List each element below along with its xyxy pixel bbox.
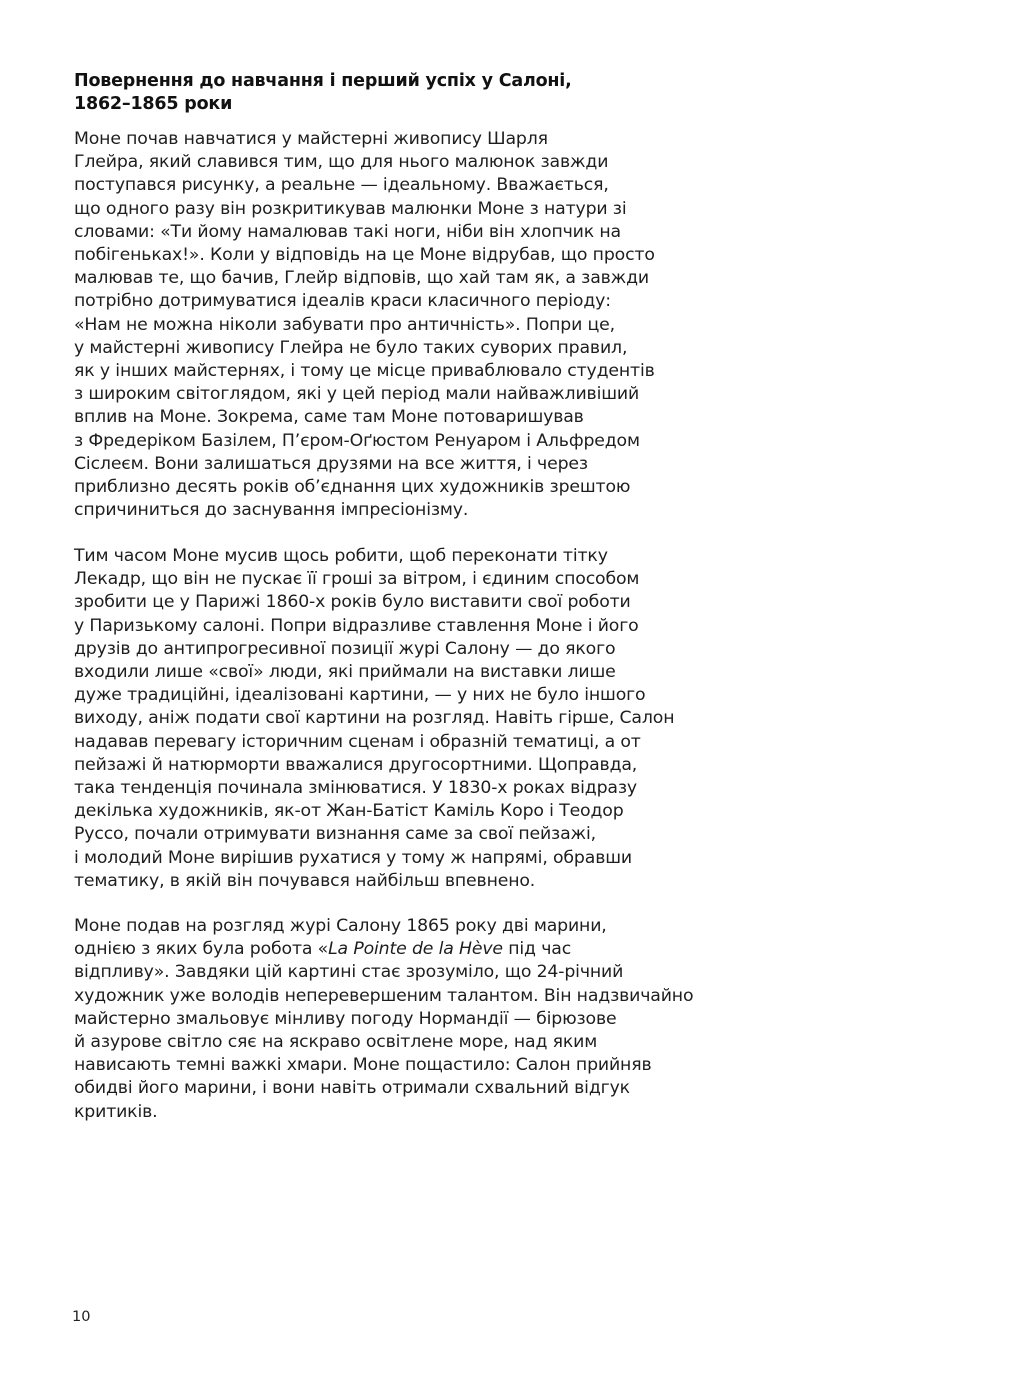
text-line: у майстерні живопису Глейра не було таких суворих правил, bbox=[74, 337, 628, 358]
text-line: Тим часом Моне мусив щось робити, щоб переконати тітку bbox=[74, 546, 608, 566]
paragraph-3 bbox=[74, 915, 734, 1124]
text-line: у Паризькому салоні. Попри відразливе ставлення Моне і його bbox=[74, 615, 639, 636]
text-line: що одного разу він розкритикував малюнки Моне з натури зі bbox=[74, 198, 627, 219]
text-line: потрібно дотримуватися ідеалів краси класичного періоду: bbox=[74, 291, 611, 312]
text-line: надавав перевагу історичним сценам і образній тематиці, а от bbox=[74, 731, 641, 752]
text-line: критиків. bbox=[74, 1101, 158, 1122]
text-line: і молодий Моне вирішив рухатися у тому ж напрямі, обравши bbox=[74, 847, 632, 868]
text-line: обидві його марини, і вони навіть отримали схвальний відгук bbox=[74, 1078, 630, 1099]
text-line: майстерно змальовує мінливу погоду Нормандії — бірюзове bbox=[74, 1008, 617, 1029]
text-line: друзів до антипрогресивної позиції журі Салону — до якого bbox=[74, 638, 616, 659]
page-number: 10 bbox=[72, 1309, 91, 1325]
text-line: входили лише «свої» люди, які приймали на виставки лише bbox=[74, 662, 616, 683]
paragraph-2 bbox=[74, 545, 734, 893]
heading-line: Повернення до навчання і перший успіх у Салоні, bbox=[74, 71, 572, 91]
text-line: з широким світоглядом, які у цей період мали найважливіший bbox=[74, 384, 640, 405]
text-line: нависають темні важкі хмари. Моне пощастило: Салон прийняв bbox=[74, 1055, 652, 1076]
text-line: поступався рисунку, а реальне — ідеальному. Вважається, bbox=[74, 175, 609, 196]
text-line: вплив на Моне. Зокрема, саме там Моне потоваришував bbox=[74, 407, 584, 428]
text-line: побігеньках!». Коли у відповідь на це Моне відрубав, що просто bbox=[74, 245, 655, 266]
text-line: з Фредеріком Базілем, П’єром-Оґюстом Ренуаром і Альфредом bbox=[74, 430, 640, 451]
text-line: зробити це у Парижі 1860-х років було виставити свої роботи bbox=[74, 592, 631, 613]
text-line: «Нам не можна ніколи забувати про античність». Попри це, bbox=[74, 314, 615, 335]
text-line: приблизно десять років об’єднання цих художників зрештою bbox=[74, 477, 631, 498]
text-line: Руссо, почали отримувати визнання саме за свої пейзажі, bbox=[74, 824, 596, 845]
text-line: пейзажі й натюрморти вважалися другосортними. Щоправда, bbox=[74, 754, 638, 775]
text-line: виходу, аніж подати свої картини на розгляд. Навіть гірше, Салон bbox=[74, 708, 675, 729]
text-line: тематику, в якій він почувався найбільш впевнено. bbox=[74, 870, 536, 891]
text-line: й азурове світло сяє на яскраво освітлене море, над яким bbox=[74, 1032, 598, 1053]
section-heading bbox=[74, 70, 714, 116]
text-line: декілька художників, як-от Жан-Батіст Каміль Коро і Теодор bbox=[74, 801, 624, 822]
paragraph-1 bbox=[74, 128, 734, 522]
text-line: як у інших майстернях, і тому це місце приваблювало студентів bbox=[74, 361, 655, 382]
text-fragment: однією з яких була робота « bbox=[74, 939, 329, 960]
text-line: Моне подав на розгляд журі Салону 1865 року дві марини, bbox=[74, 916, 607, 936]
text-line: Моне почав навчатися у майстерні живопису Шарля bbox=[74, 129, 548, 149]
text-line: дуже традиційні, ідеалізовані картини, — у них не було іншого bbox=[74, 685, 646, 706]
heading-line: 1862–1865 роки bbox=[74, 94, 233, 114]
text-line bbox=[74, 938, 734, 961]
text-line: художник уже володів неперевершеним талантом. Він надзвичайно bbox=[74, 985, 694, 1006]
text-line: Лекадр, що він не пускає її гроші за вітром, і єдиним способом bbox=[74, 569, 640, 590]
text-line: малював те, що бачив, Глейр відповів, що хай там як, а завжди bbox=[74, 268, 649, 289]
text-fragment: під час bbox=[502, 939, 572, 960]
text-line: Сіслеєм. Вони залишаться друзями на все життя, і через bbox=[74, 453, 588, 474]
text-line: така тенденція починала змінюватися. У 1830-х роках відразу bbox=[74, 778, 637, 799]
text-line: відпливу». Завдяки цій картині стає зрозуміло, що 24-річний bbox=[74, 962, 624, 983]
text-line: спричиниться до заснування імпресіонізму. bbox=[74, 500, 469, 521]
artwork-title: La Pointe de la Hève bbox=[328, 939, 503, 960]
text-line: Глейра, який славився тим, що для нього малюнок завжди bbox=[74, 152, 609, 173]
text-line: словами: «Ти йому намалював такі ноги, ніби він хлопчик на bbox=[74, 221, 621, 242]
